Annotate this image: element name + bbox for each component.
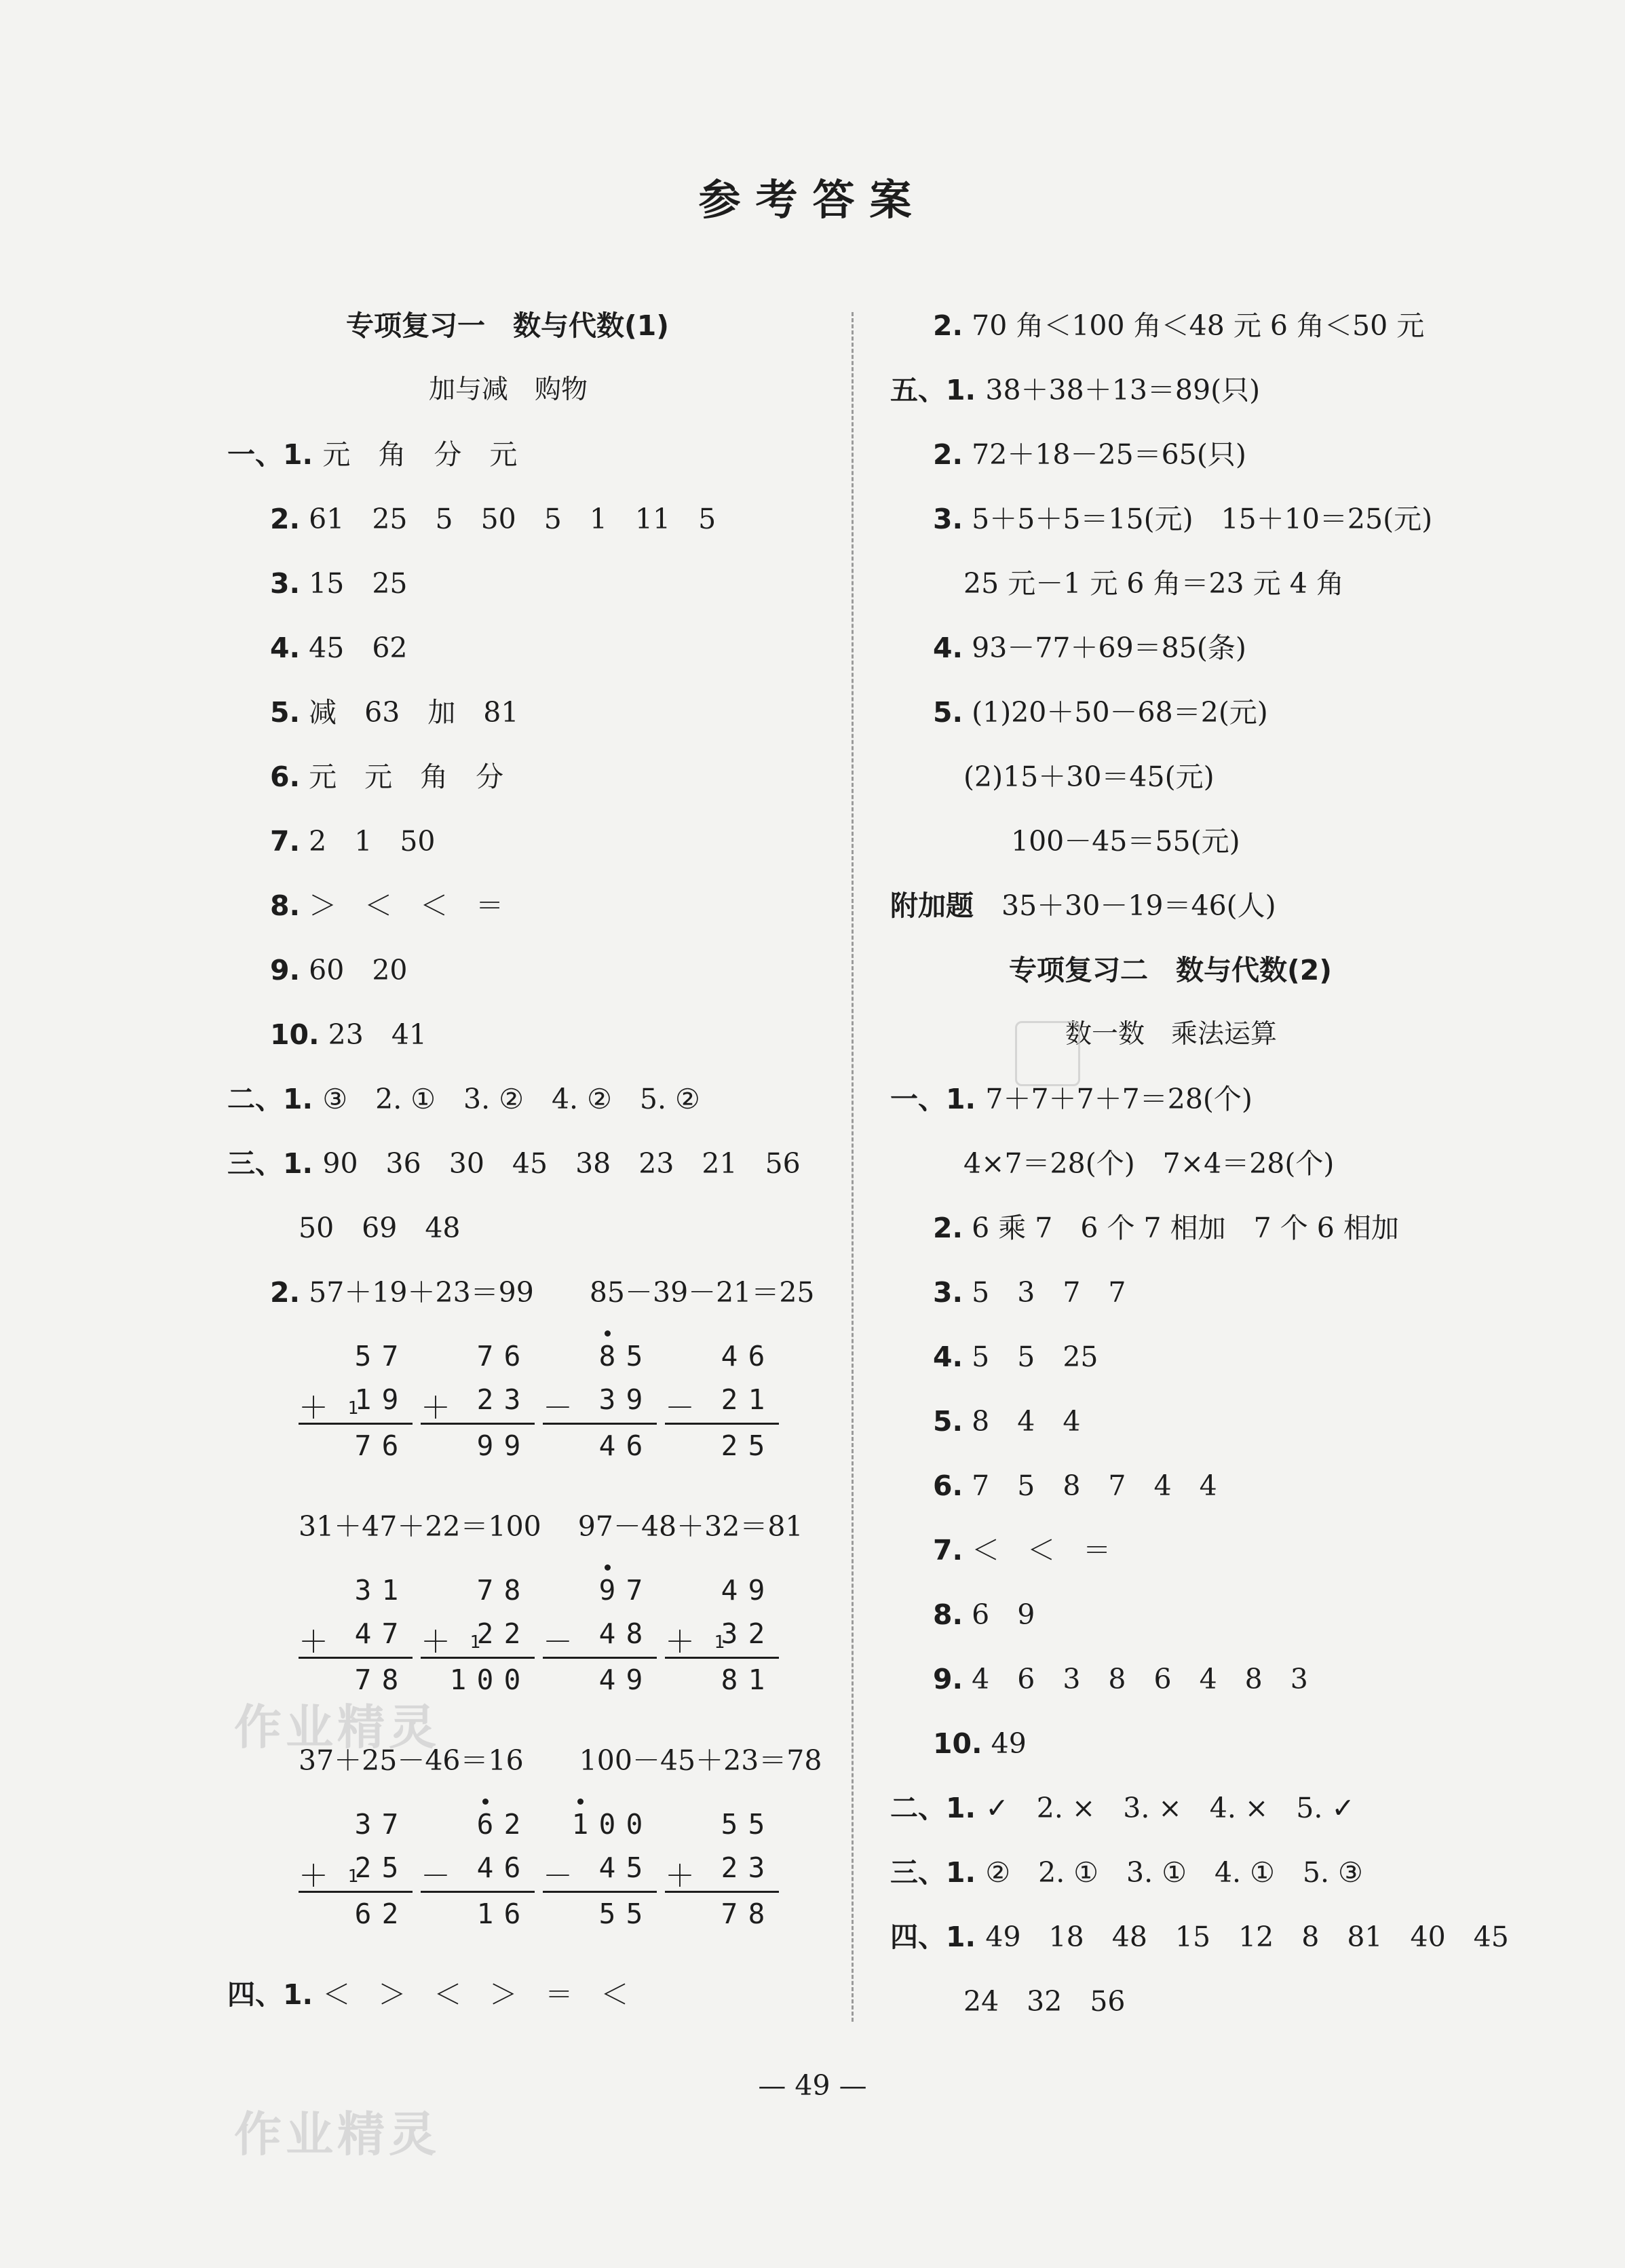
calc-result-row — [299, 1429, 421, 1466]
right-line-23: 二、1. ✓ 2. × 3. × 4. × 5. ✓ — [890, 1792, 1355, 1824]
calc-operand-row — [543, 1340, 665, 1377]
right-line-25: 四、1. 49 18 48 15 12 8 81 40 45 — [890, 1921, 1509, 1953]
calc-digit: 4 — [598, 1617, 616, 1650]
calc-digit: 8 — [381, 1664, 399, 1696]
right-line-20: 8. 6 9 — [933, 1598, 1035, 1631]
right-line-1: 五、1. 38＋38＋13＝89(只) — [890, 374, 1261, 406]
calc-result-row — [665, 1898, 787, 1934]
left-line-0: 专项复习一 数与代数(1) — [346, 309, 670, 342]
left-line-9: 8. ＞ ＜ ＜ ＝ — [270, 889, 504, 922]
calc-digit: 7 — [354, 1664, 372, 1696]
calc-operator: － — [543, 1859, 573, 1894]
calc-operand-row — [421, 1574, 543, 1611]
calc-digit: 8 — [597, 1340, 617, 1372]
calc-sum-line — [543, 1657, 657, 1659]
calc-sum-line — [665, 1891, 779, 1893]
calc-digit: 2 — [721, 1429, 738, 1462]
right-line-24: 三、1. ② 2. ① 3. ① 4. ① 5. ③ — [890, 1856, 1363, 1889]
calc-result-row — [543, 1664, 665, 1700]
carry-digit: 1 — [347, 1398, 358, 1419]
calc-digit: 1 — [476, 1898, 494, 1930]
calc-digit: 1 — [381, 1574, 399, 1607]
calc-result-row — [665, 1664, 787, 1700]
calc-digit: 8 — [721, 1664, 738, 1696]
calc-digit: 1 — [748, 1383, 765, 1416]
calc-digit: 4 — [721, 1340, 738, 1372]
calc-digit: 8 — [626, 1617, 643, 1650]
calc-result-row — [665, 1429, 787, 1466]
calc-digit: 9 — [626, 1664, 643, 1696]
calc-digit: 8 — [503, 1574, 521, 1607]
calc-operator: ＋ — [421, 1625, 451, 1659]
borrow-dot — [605, 1564, 611, 1571]
calc-operator: － — [665, 1391, 695, 1425]
right-line-10: 专项复习二 数与代数(2) — [1009, 954, 1333, 986]
calc-result-row — [421, 1898, 543, 1934]
left-line-15: 2. 57＋19＋23＝99 85－39－21＝25 — [270, 1276, 815, 1309]
calc-operand-row — [543, 1383, 665, 1425]
calc-result-row — [543, 1429, 665, 1466]
right-line-16: 4. 5 5 25 — [933, 1341, 1098, 1373]
calc-digit: 3 — [354, 1574, 372, 1607]
calc-sum-line — [299, 1657, 413, 1659]
borrow-dot — [577, 1799, 584, 1805]
calc-digit: 5 — [598, 1898, 616, 1930]
stamp-mark — [1015, 1021, 1080, 1086]
calc-operator: ＋ — [665, 1625, 695, 1659]
right-line-11: 数一数 乘法运算 — [1065, 1019, 1278, 1050]
calc-operator: ＋ — [299, 1859, 328, 1894]
left-line-3: 2. 61 25 5 50 5 1 11 5 — [270, 503, 716, 535]
calc-operand-row — [665, 1383, 787, 1425]
calc-operand-row — [421, 1383, 543, 1425]
left-line-17: 37＋25－46＝16 100－45＋23＝78 — [299, 1744, 822, 1777]
calc-digit: 2 — [476, 1617, 494, 1650]
right-line-18: 6. 7 5 8 7 4 4 — [933, 1469, 1217, 1502]
calc-digit: 7 — [381, 1617, 399, 1650]
calc-digit: 5 — [381, 1851, 399, 1884]
calc-operand-row — [421, 1617, 543, 1659]
calc-sum-line — [421, 1657, 535, 1659]
calc-digit: 6 — [503, 1898, 521, 1930]
left-line-4: 3. 15 25 — [270, 567, 408, 600]
calc-operator: － — [543, 1391, 573, 1425]
calc-digit: 0 — [476, 1664, 494, 1696]
left-line-12: 二、1. ③ 2. ① 3. ② 4. ② 5. ② — [227, 1083, 700, 1115]
calc-digit: 4 — [354, 1617, 372, 1650]
right-line-17: 5. 8 4 4 — [933, 1405, 1081, 1438]
carry-digit: 1 — [714, 1632, 725, 1653]
calc-digit: 3 — [598, 1383, 616, 1416]
calc-operand-row — [299, 1574, 421, 1611]
right-line-4: 25 元－1 元 6 角＝23 元 4 角 — [963, 567, 1344, 600]
calc-operand-row — [665, 1851, 787, 1894]
calc-digit: 7 — [626, 1574, 643, 1607]
calc-digit: 2 — [748, 1617, 765, 1650]
calc-digit: 4 — [598, 1851, 616, 1884]
calc-sum-line — [543, 1423, 657, 1425]
calc-digit: 2 — [503, 1617, 521, 1650]
calc-operator: ＋ — [665, 1859, 695, 1894]
right-line-13: 4×7＝28(个) 7×4＝28(个) — [963, 1147, 1335, 1180]
calc-operand-row — [665, 1340, 787, 1377]
calc-digit: 2 — [476, 1383, 494, 1416]
calc-digit: 1 — [570, 1808, 590, 1841]
right-line-0: 2. 70 角＜100 角＜48 元 6 角＜50 元 — [933, 309, 1425, 342]
calc-digit: 6 — [503, 1851, 521, 1884]
calc-digit: 9 — [748, 1574, 765, 1607]
calc-digit: 3 — [748, 1851, 765, 1884]
calc-operand-row — [299, 1340, 421, 1377]
calc-digit: 3 — [354, 1808, 372, 1841]
right-line-12: 一、1. 7＋7＋7＋7＝28(个) — [890, 1083, 1253, 1115]
calc-digit: 7 — [721, 1898, 738, 1930]
calc-sum-line — [299, 1891, 413, 1893]
calc-digit: 6 — [748, 1340, 765, 1372]
calc-operand-row — [665, 1574, 787, 1611]
calc-digit: 6 — [475, 1808, 495, 1841]
left-line-5: 4. 45 62 — [270, 632, 408, 664]
calc-operand-row — [421, 1808, 543, 1845]
calc-digit: 2 — [381, 1898, 399, 1930]
borrow-dot — [605, 1330, 611, 1337]
calc-digit: 4 — [598, 1429, 616, 1462]
calc-digit: 2 — [721, 1383, 738, 1416]
calc-digit: 4 — [476, 1851, 494, 1884]
right-line-14: 2. 6 乘 7 6 个 7 相加 7 个 6 相加 — [933, 1212, 1399, 1244]
calc-digit: 1 — [449, 1664, 467, 1696]
calc-digit: 1 — [748, 1664, 765, 1696]
calc-digit: 3 — [503, 1383, 521, 1416]
calc-digit: 5 — [626, 1851, 643, 1884]
right-line-15: 3. 5 3 7 7 — [933, 1276, 1126, 1309]
calc-digit: 2 — [354, 1851, 372, 1884]
left-line-2: 一、1. 元 角 分 元 — [227, 438, 518, 471]
calc-operand-row — [665, 1808, 787, 1845]
calc-operand-row — [665, 1617, 787, 1659]
left-line-7: 6. 元 元 角 分 — [270, 761, 504, 793]
calc-operand-row — [543, 1851, 665, 1894]
right-line-9: 附加题 35＋30－19＝46(人) — [890, 889, 1276, 922]
calc-digit: 5 — [721, 1808, 738, 1841]
calc-digit: 0 — [598, 1808, 616, 1841]
calc-digit: 5 — [626, 1340, 643, 1372]
calc-operator: － — [543, 1625, 573, 1659]
calc-digit: 0 — [626, 1808, 643, 1841]
calc-digit: 9 — [503, 1429, 521, 1462]
calc-sum-line — [665, 1657, 779, 1659]
right-line-3: 3. 5＋5＋5＝15(元) 15＋10＝25(元) — [933, 503, 1433, 535]
column-divider — [852, 312, 854, 2022]
left-line-8: 7. 2 1 50 — [270, 825, 436, 858]
calc-sum-line — [299, 1423, 413, 1425]
calc-digit: 1 — [354, 1383, 372, 1416]
calc-operand-row — [421, 1851, 543, 1894]
calc-operator: ＋ — [299, 1625, 328, 1659]
calc-digit: 7 — [476, 1574, 494, 1607]
calc-sum-line — [421, 1423, 535, 1425]
right-line-7: (2)15＋30＝45(元) — [963, 761, 1215, 793]
calc-operand-row — [299, 1808, 421, 1845]
calc-operand-row — [421, 1340, 543, 1377]
calc-digit: 7 — [476, 1340, 494, 1372]
calc-digit: 7 — [381, 1808, 399, 1841]
left-line-6: 5. 减 63 加 81 — [270, 696, 519, 729]
watermark-upper: 作业精灵 — [234, 1699, 440, 1755]
calc-operator: ＋ — [421, 1391, 451, 1425]
calc-digit: 5 — [748, 1808, 765, 1841]
calc-operand-row — [543, 1574, 665, 1611]
calc-result-row — [299, 1898, 421, 1934]
calc-digit: 6 — [626, 1429, 643, 1462]
calc-digit: 7 — [354, 1429, 372, 1462]
calc-result-row — [421, 1429, 543, 1466]
calc-operand-row — [299, 1383, 421, 1425]
calc-digit: 9 — [381, 1383, 399, 1416]
calc-digit: 5 — [626, 1898, 643, 1930]
calc-digit: 7 — [381, 1340, 399, 1372]
left-line-11: 10. 23 41 — [270, 1018, 427, 1051]
right-line-2: 2. 72＋18－25＝65(只) — [933, 438, 1246, 471]
calc-digit: 3 — [721, 1617, 738, 1650]
carry-digit: 1 — [347, 1866, 358, 1887]
calc-digit: 9 — [476, 1429, 494, 1462]
right-line-8: 100－45＝55(元) — [1011, 825, 1240, 858]
left-line-10: 9. 60 20 — [270, 954, 408, 986]
right-line-5: 4. 93－77＋69＝85(条) — [933, 632, 1246, 664]
calc-operand-row — [543, 1808, 665, 1845]
page-title: 参考答案 — [698, 175, 927, 225]
calc-operand-row — [299, 1851, 421, 1894]
calc-digit: 6 — [381, 1429, 399, 1462]
calc-operand-row — [299, 1617, 421, 1659]
calc-digit: 8 — [748, 1898, 765, 1930]
left-line-16: 31＋47＋22＝100 97－48＋32＝81 — [299, 1510, 803, 1543]
left-line-1: 加与减 购物 — [429, 374, 588, 405]
calc-digit: 0 — [503, 1664, 521, 1696]
calc-digit: 9 — [597, 1574, 617, 1607]
right-line-21: 9. 4 6 3 8 6 4 8 3 — [933, 1663, 1308, 1695]
calc-operator: ＋ — [299, 1391, 328, 1425]
calc-sum-line — [665, 1423, 779, 1425]
calc-sum-line — [543, 1891, 657, 1893]
calc-sum-line — [421, 1891, 535, 1893]
calc-result-row — [543, 1898, 665, 1934]
carry-digit: 1 — [470, 1632, 480, 1653]
calc-digit: 4 — [721, 1574, 738, 1607]
calc-digit: 4 — [598, 1664, 616, 1696]
calc-digit: 5 — [748, 1429, 765, 1462]
right-line-6: 5. (1)20＋50－68＝2(元) — [933, 696, 1268, 729]
left-line-14: 50 69 48 — [299, 1212, 461, 1244]
calc-digit: 6 — [354, 1898, 372, 1930]
calc-digit: 5 — [354, 1340, 372, 1372]
calc-digit: 2 — [721, 1851, 738, 1884]
calc-digit: 9 — [626, 1383, 643, 1416]
left-line-18: 四、1. ＜ ＞ ＜ ＞ ＝ ＜ — [227, 1978, 629, 2011]
left-line-13: 三、1. 90 36 30 45 38 23 21 56 — [227, 1147, 801, 1180]
calc-operator: － — [421, 1859, 451, 1894]
right-line-19: 7. ＜ ＜ ＝ — [933, 1534, 1111, 1567]
right-line-22: 10. 49 — [933, 1727, 1027, 1760]
watermark-lower: 作业精灵 — [234, 2107, 440, 2162]
calc-operand-row — [543, 1617, 665, 1659]
right-line-26: 24 32 56 — [963, 1985, 1126, 2018]
page-number: — 49 — — [758, 2069, 867, 2102]
borrow-dot — [482, 1799, 489, 1805]
calc-digit: 2 — [503, 1808, 521, 1841]
calc-digit: 6 — [503, 1340, 521, 1372]
